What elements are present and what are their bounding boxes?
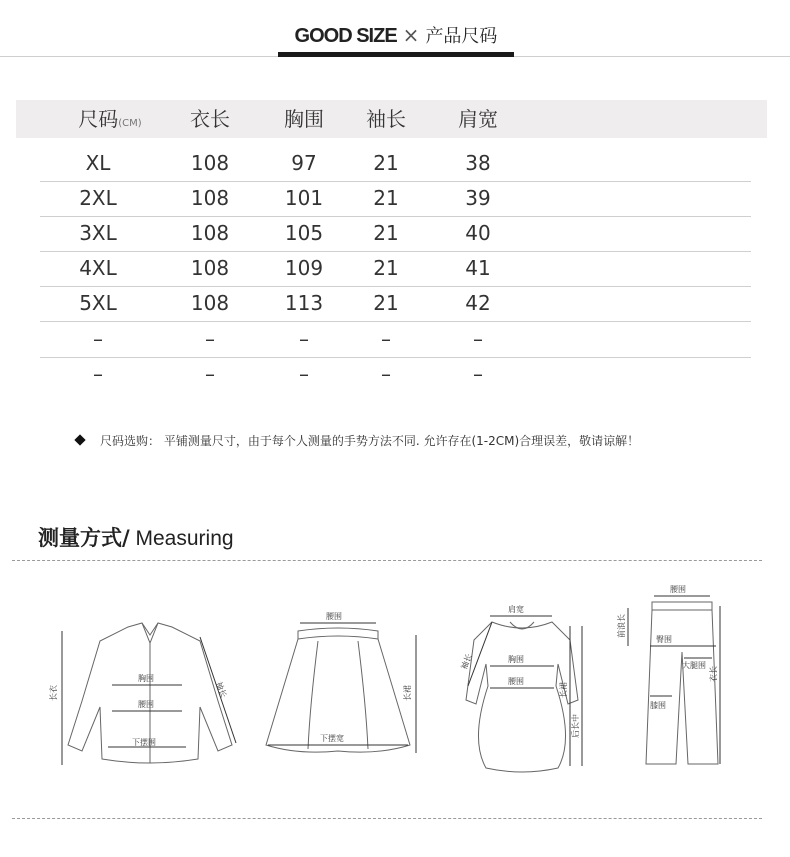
label-skirt-hem: 下摆宽 xyxy=(320,734,344,743)
table-row xyxy=(40,322,751,358)
cell-chest: 105 xyxy=(284,221,324,245)
label-shirt-sleeve: 袖长 xyxy=(214,680,229,699)
label-dress-back-length: 后长中 xyxy=(571,714,580,738)
cell-size: 2XL xyxy=(79,186,117,210)
diamond-icon xyxy=(74,434,85,445)
cell-length: 108 xyxy=(190,291,230,315)
label-shirt-hem: 下摆围 xyxy=(132,738,156,747)
label-shirt-length: 长衣 xyxy=(49,685,58,701)
cell-length: 108 xyxy=(190,186,230,210)
cell-sleeve: 21 xyxy=(373,186,399,210)
cell-shoulder: 38 xyxy=(465,151,491,175)
separator-icon: × xyxy=(402,23,420,47)
section-divider xyxy=(12,818,762,819)
label-shirt-waist: 腰围 xyxy=(138,700,154,709)
label-pants-hip: 臀围 xyxy=(656,635,672,644)
cell-length: 108 xyxy=(190,256,230,280)
header-length: 衣长 xyxy=(190,107,230,131)
table-row xyxy=(40,146,751,182)
cell-length: – xyxy=(205,362,215,386)
label-dress-shoulder: 肩宽 xyxy=(508,605,524,614)
label-dress-sleeve: 袖长 xyxy=(459,652,474,671)
table-row xyxy=(40,286,751,322)
cell-sleeve: – xyxy=(381,362,391,386)
dress-diagram xyxy=(452,600,592,775)
cell-length: 108 xyxy=(190,221,230,245)
cell-chest: 97 xyxy=(291,151,317,175)
measuring-title: 测量方式/ Measuring xyxy=(38,526,234,550)
cell-shoulder: – xyxy=(473,327,483,351)
skirt-diagram xyxy=(258,605,428,765)
title-underline xyxy=(278,52,514,57)
label-pants-knee: 膝围 xyxy=(650,701,666,710)
cell-size: – xyxy=(93,327,103,351)
header-chest: 胸围 xyxy=(284,107,324,131)
label-dress-chest: 胸围 xyxy=(508,655,524,664)
cell-size: XL xyxy=(85,151,111,175)
cell-sleeve: 21 xyxy=(373,291,399,315)
cell-size: – xyxy=(93,362,103,386)
cell-length: 108 xyxy=(190,151,230,175)
cell-shoulder: 41 xyxy=(465,256,491,280)
label-shirt-chest: 胸围 xyxy=(138,674,154,683)
cell-size: 4XL xyxy=(79,256,117,280)
label-pants-thigh: 大腿围 xyxy=(682,661,706,670)
header-size: 尺码(CM) xyxy=(78,107,142,131)
table-row xyxy=(40,181,751,217)
cell-sleeve: – xyxy=(381,327,391,351)
cell-sleeve: 21 xyxy=(373,256,399,280)
label-skirt-length: 长裙 xyxy=(403,685,412,701)
label-pants-front-rise: 前浪长 xyxy=(617,614,626,638)
label-pants-length: 衣长 xyxy=(709,666,718,682)
label-dress-length: 长裙 xyxy=(559,682,568,698)
cell-sleeve: 21 xyxy=(373,221,399,245)
size-note xyxy=(76,432,639,449)
cell-sleeve: 21 xyxy=(373,151,399,175)
label-dress-waist: 腰围 xyxy=(508,677,524,686)
header-shoulder: 肩宽 xyxy=(458,107,498,131)
cell-chest: – xyxy=(299,362,309,386)
cell-size: 5XL xyxy=(79,291,117,315)
cell-shoulder: 40 xyxy=(465,221,491,245)
cell-chest: 101 xyxy=(284,186,324,210)
cell-shoulder: 42 xyxy=(465,291,491,315)
cell-chest: – xyxy=(299,327,309,351)
cell-chest: 113 xyxy=(284,291,324,315)
table-row xyxy=(40,251,751,287)
title-chinese: 产品尺码 xyxy=(425,26,498,47)
note-text: 尺码选购： 平铺测量尺寸，由于每个人测量的手势方法不同. 允许存在(1-2CM)合理误差，敬请谅解！ xyxy=(100,434,640,448)
cell-size: 3XL xyxy=(79,221,117,245)
table-row xyxy=(40,216,751,252)
cell-chest: 109 xyxy=(284,256,324,280)
page-title xyxy=(278,22,514,52)
cell-length: – xyxy=(205,327,215,351)
header-sleeve: 袖长 xyxy=(366,107,406,131)
shirt-diagram xyxy=(50,615,250,775)
section-divider xyxy=(12,560,762,561)
label-skirt-waist: 腰围 xyxy=(326,612,342,621)
cell-shoulder: 39 xyxy=(465,186,491,210)
title-english: GOOD SIZE xyxy=(294,25,397,47)
cell-shoulder: – xyxy=(473,362,483,386)
label-pants-waist: 腰围 xyxy=(670,585,686,594)
pants-diagram xyxy=(612,582,742,772)
table-row xyxy=(40,357,751,392)
